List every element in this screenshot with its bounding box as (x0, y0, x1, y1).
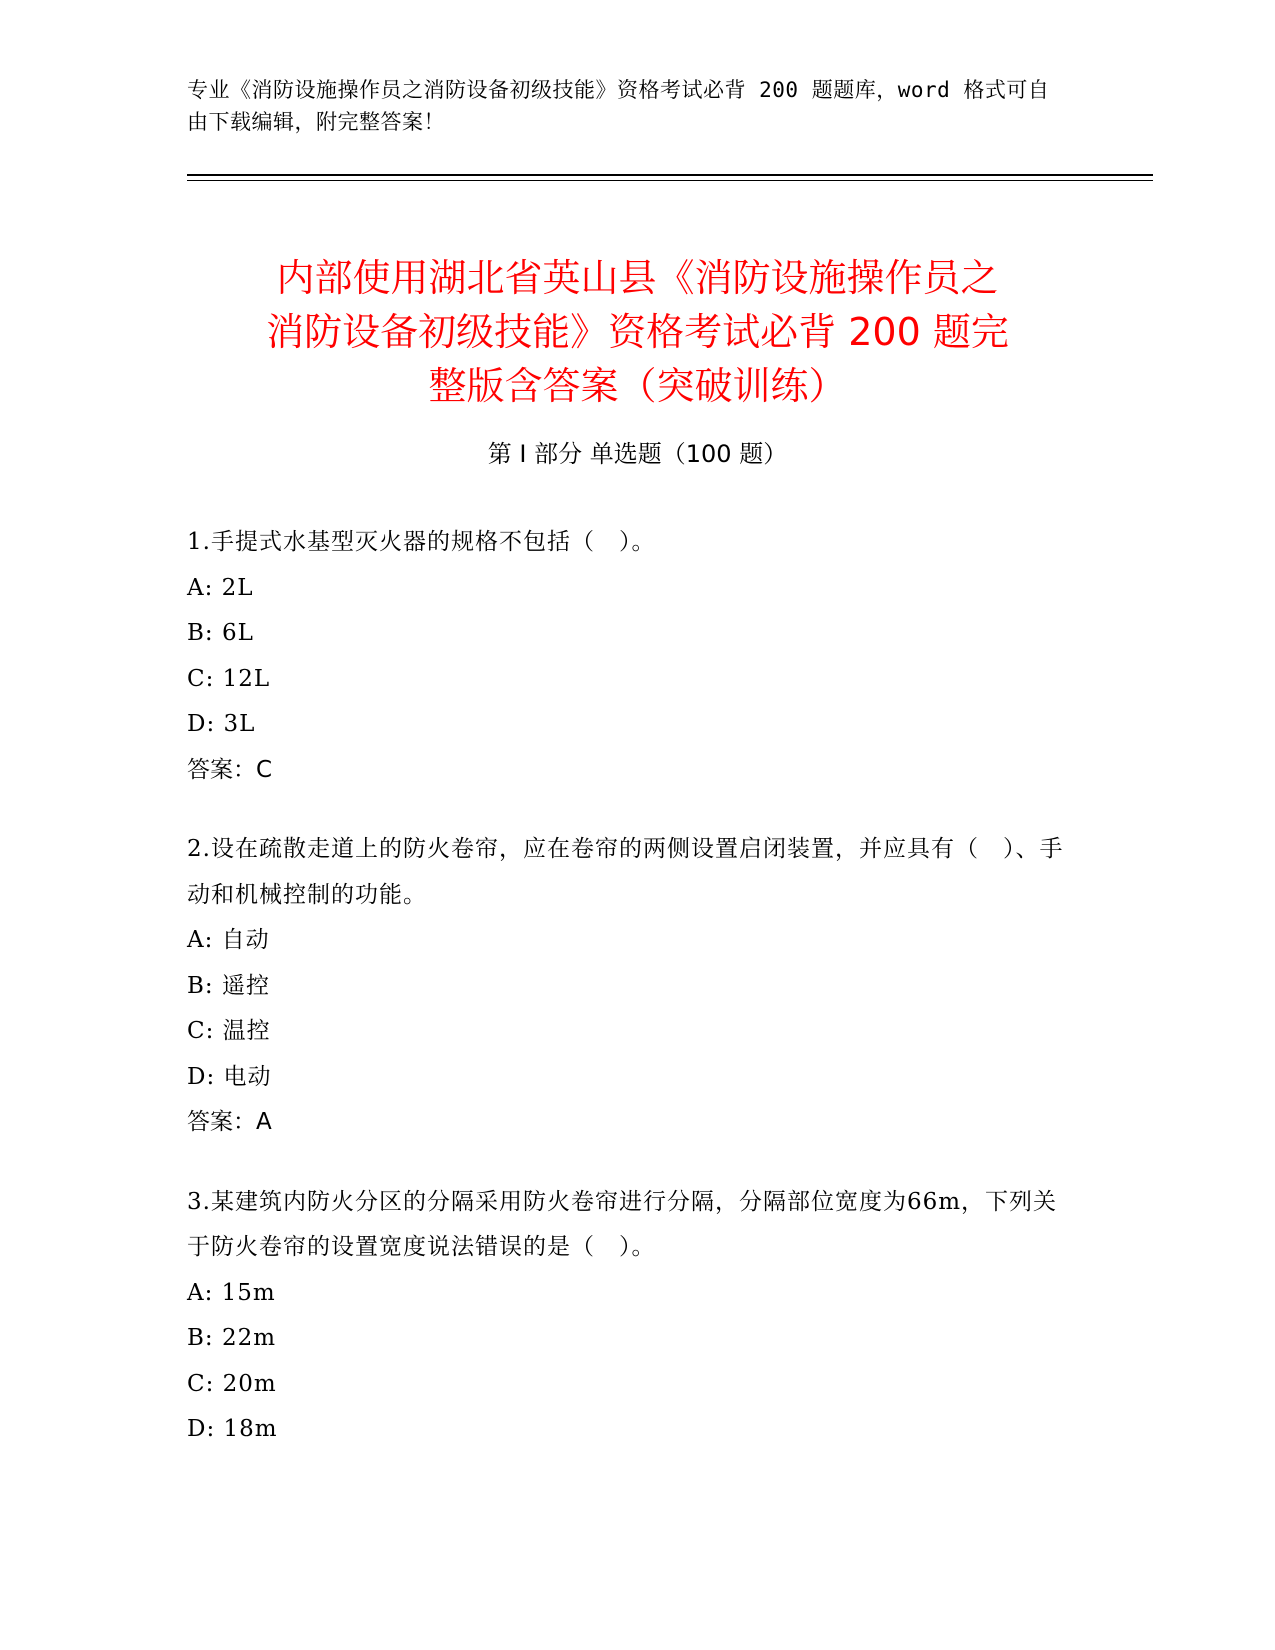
option-a: A: 2L (187, 574, 254, 601)
document-title-line-2: 消防设备初级技能》资格考试必背 200 题完 (266, 310, 1009, 355)
option-c: C: 温控 (187, 1018, 271, 1044)
option-b: B: 遥控 (187, 972, 270, 999)
option-a: A: 自动 (187, 927, 270, 953)
header-divider-thick (187, 174, 1153, 176)
answer: 答案：A (187, 1109, 272, 1135)
header-divider-thin (187, 180, 1153, 181)
section-title: 第 I 部分 单选题（100 题） (487, 440, 788, 468)
document-title-line-1: 内部使用湖北省英山县《消防设施操作员之 (276, 256, 999, 301)
header-note: 专业《消防设施操作员之消防设备初级技能》资格考试必背 200 题题库，word 格式可自由下载编辑，附完整答案！ (187, 78, 1050, 134)
document-title (160, 251, 1115, 413)
question-2 (187, 827, 1067, 1146)
option-d: D: 18m (187, 1416, 278, 1442)
question-list (187, 520, 1067, 1487)
answer: 答案：C (187, 756, 273, 783)
question-1 (187, 520, 1067, 793)
question-stem: 3.某建筑内防火分区的分隔采用防火卷帘进行分隔，分隔部位宽度为66m，下列关于防火卷帘的设置宽度说法错误的是（ ）。 (187, 1188, 1058, 1260)
option-b: B: 22m (187, 1325, 277, 1351)
question-stem: 2.设在疏散走道上的防火卷帘，应在卷帘的两侧设置启闭装置，并应具有（ ）、手动和机械控制的功能。 (187, 836, 1064, 908)
question-3 (187, 1180, 1067, 1453)
option-d: D: 3L (187, 711, 256, 737)
option-a: A: 15m (187, 1279, 276, 1306)
option-d: D: 电动 (187, 1063, 272, 1090)
option-c: C: 20m (187, 1370, 277, 1397)
option-c: C: 12L (187, 665, 271, 692)
question-stem: 1.手提式水基型灭火器的规格不包括（ ）。 (187, 529, 656, 555)
option-b: B: 6L (187, 620, 254, 646)
document-title-line-3: 整版含答案（突破训练） (428, 364, 847, 409)
